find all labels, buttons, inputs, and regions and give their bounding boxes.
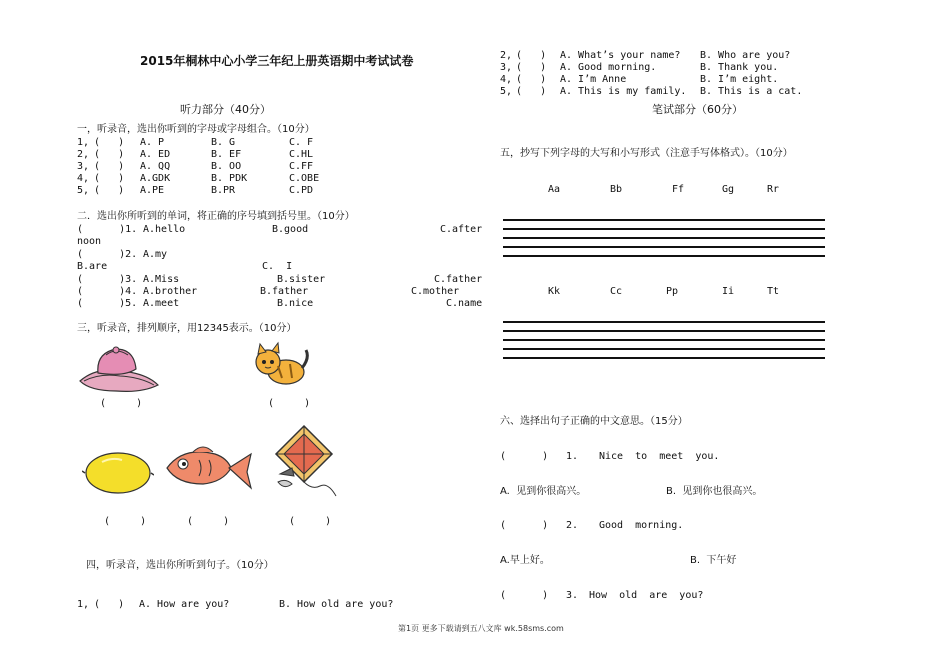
order-blank[interactable]: ( ) [289,516,332,527]
question-number: 3. [566,590,579,601]
answer-blank[interactable]: ( ) [94,149,125,160]
option-b: B.good [272,224,309,235]
option-b: B.sister [277,274,326,285]
cat-picture [248,340,310,392]
option-a: A. How are you? [139,599,230,610]
option-b: B.nice [277,298,314,309]
letter-pair: Tt [767,286,780,297]
writing-line [503,237,825,239]
answer-blank[interactable]: ( ) [94,173,125,184]
section4-heading: 四，听录音，选出你所听到句子。（10分） [86,560,274,571]
option-b: B. OO [211,161,242,172]
answer-blank[interactable]: ( )3. [77,274,138,285]
option-b: B.are [77,261,108,272]
writing-line [503,321,825,323]
wrapped-text: noon [77,236,102,247]
kite-picture [268,424,340,500]
item-number: 3, [77,161,90,172]
item-number: 5, [77,185,90,196]
item-number: 1, [77,137,90,148]
answer-blank[interactable]: ( )5. [77,298,138,309]
option-a: A. Good morning. [560,62,657,73]
writing-line [503,348,825,350]
page-title: 2015年桐林中心小学三年纪上册英语期中考试试卷 [140,54,414,68]
writing-line [503,219,825,221]
option-b: B. PDK [211,173,248,184]
option-b: B. 见到你也很高兴。 [666,486,763,497]
letter-pair: Rr [767,184,780,195]
order-blank[interactable]: ( ) [187,516,230,527]
option-c: C.PD [289,185,314,196]
option-a: A.GDK [140,173,171,184]
option-b: B. G [211,137,236,148]
lemon-picture [82,448,154,498]
answer-blank[interactable]: ( ) [516,86,547,97]
option-b: B.PR [211,185,236,196]
answer-blank[interactable]: ( ) [500,520,549,531]
section5-heading: 五，抄写下列字母的大写和小写形式（注意手写体格式）。（10分） [500,148,793,159]
letter-pair: Kk [548,286,561,297]
answer-blank[interactable]: ( ) [516,74,547,85]
option-c: C. F [289,137,314,148]
option-c: C. I [262,261,293,272]
listening-header: 听力部分（40分） [180,103,271,116]
question-text: How old are you? [589,590,704,601]
question-number: 1. [566,451,579,462]
option-c: C.father [434,274,483,285]
fish-picture [163,442,253,494]
option-a: A.my [143,249,168,260]
letter-pair: Ii [722,286,735,297]
order-blank[interactable]: ( ) [104,516,147,527]
item-number: 2, [500,50,513,61]
option-a: A. ED [140,149,171,160]
option-a: A.meet [143,298,180,309]
cushion-picture [76,343,162,395]
section1-heading: 一，听录音，选出你听到的字母或字母组合。（10分） [77,124,315,135]
order-blank[interactable]: ( ) [100,398,143,409]
option-b: B. EF [211,149,242,160]
answer-blank[interactable]: ( ) [500,451,549,462]
option-c: C.HL [289,149,314,160]
section2-heading: 二．选出你所听到的单词，将正确的序号填到括号里。（10分） [77,211,355,222]
option-a: A. QQ [140,161,171,172]
question-text: Nice to meet you. [599,451,720,462]
letter-pair: Bb [610,184,623,195]
option-c: C.FF [289,161,314,172]
writing-line [503,339,825,341]
writing-line [503,246,825,248]
letter-pair: Pp [666,286,679,297]
option-b: B. 下午好 [690,555,737,566]
item-number: 4, [500,74,513,85]
page-footer: 第1页 更多下载请到五八文库 wk.58sms.com [398,624,564,633]
option-b: B. This is a cat. [700,86,803,97]
option-a: A.Miss [143,274,180,285]
option-b: B.father [260,286,309,297]
answer-blank[interactable]: ( ) [94,185,125,196]
item-number: 2, [77,149,90,160]
answer-blank[interactable]: ( ) [94,137,125,148]
answer-blank[interactable]: ( ) [94,599,125,610]
answer-blank[interactable]: ( ) [516,62,547,73]
option-a: A.brother [143,286,198,297]
letter-pair: Cc [610,286,623,297]
option-a: A. P [140,137,165,148]
written-header: 笔试部分（60分） [652,103,743,116]
option-b: B. Thank you. [700,62,779,73]
option-a: A.hello [143,224,186,235]
item-number: 4, [77,173,90,184]
item-number: 5, [500,86,513,97]
option-c: C.name [446,298,483,309]
option-a: A.早上好。 [500,555,550,566]
writing-line [503,255,825,257]
option-a: A. 见到你很高兴。 [500,486,587,497]
option-a: A. I’m Anne [560,74,627,85]
option-a: A. What’s your name? [560,50,681,61]
option-a: A.PE [140,185,165,196]
writing-line [503,228,825,230]
answer-blank[interactable]: ( )4. [77,286,138,297]
answer-blank[interactable]: ( )2. [77,249,138,260]
option-c: C.mother [411,286,460,297]
option-b: B. How old are you? [279,599,394,610]
letter-pair: Ff [672,184,685,195]
writing-line [503,330,825,332]
question-text: Good morning. [599,520,684,531]
writing-line [503,357,825,359]
letter-pair: Gg [722,184,735,195]
answer-blank[interactable]: ( )1. [77,224,138,235]
order-blank[interactable]: ( ) [268,398,311,409]
option-c: C.OBE [289,173,320,184]
option-b: B. I’m eight. [700,74,779,85]
item-number: 1, [77,599,90,610]
item-number: 3, [500,62,513,73]
answer-blank[interactable]: ( ) [500,590,549,601]
question-number: 2. [566,520,579,531]
letter-pair: Aa [548,184,561,195]
option-b: B. Who are you? [700,50,791,61]
answer-blank[interactable]: ( ) [516,50,547,61]
answer-blank[interactable]: ( ) [94,161,125,172]
section3-heading: 三，听录音，排列顺序，用12345表示。（10分） [77,323,297,334]
section6-heading: 六、选择出句子正确的中文意思。（15分） [500,416,688,427]
option-a: A. This is my family. [560,86,687,97]
option-c: C.after [440,224,483,235]
